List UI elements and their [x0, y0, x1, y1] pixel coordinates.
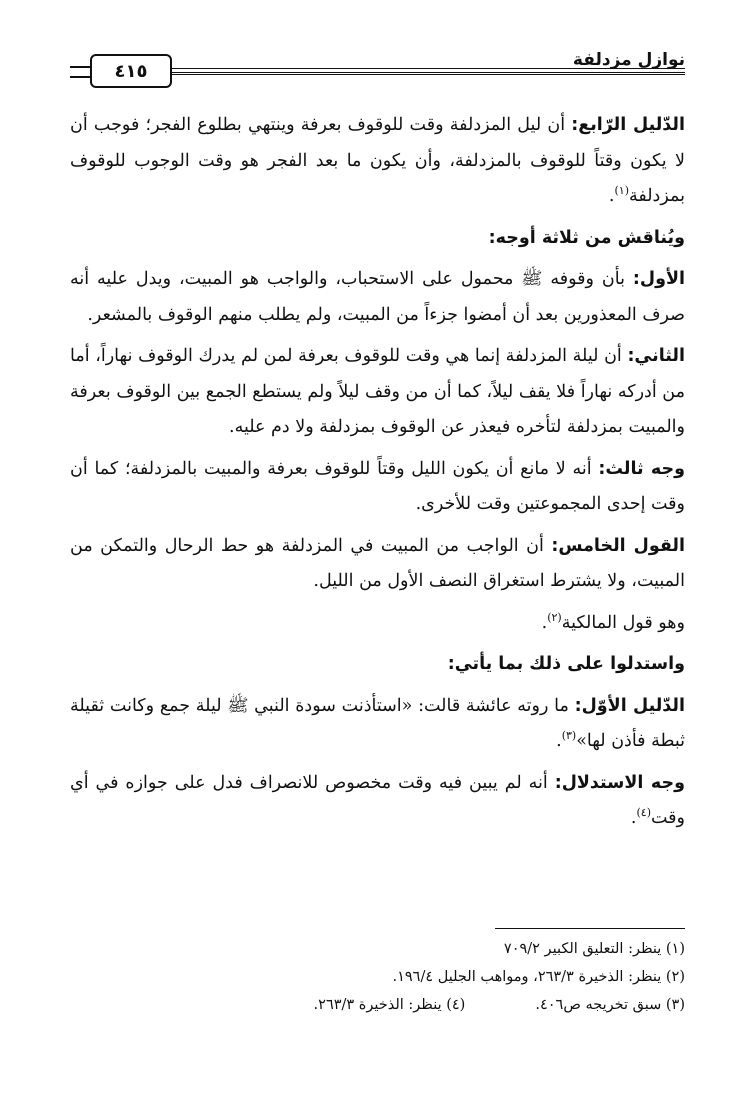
- term: وجه الاستدلال:: [554, 772, 686, 793]
- footnote-text: (١) ينظر: التعليق الكبير ٧٠٩/٢: [503, 941, 685, 957]
- heading-evidence: [70, 647, 685, 683]
- paragraph-inference: [70, 766, 685, 837]
- footnotes: [70, 935, 685, 1019]
- paragraph-maliki: [70, 606, 685, 642]
- term: الأول:: [632, 269, 685, 289]
- paragraph-text: بأن وقوفه ﷺ محمول على الاستحباب، والواجب هو المبيت، ويدل عليه أنه صرف المعذورين بعد أن أمضوا جزءاً من المبيت، ولم يطلب منهم الوقوف بالمشعر.: [70, 269, 685, 325]
- paragraph-second: [70, 339, 685, 446]
- page-header: [70, 48, 685, 88]
- period: .: [556, 731, 562, 751]
- paragraph-text: أنه لا مانع أن يكون الليل وقتاً للوقوف بعرفة والمبيت بالمزدلفة؛ كما أن وقت إحدى المجموعتين وقت للأخرى.: [70, 458, 685, 514]
- term: القول الخامس:: [551, 535, 685, 556]
- paragraph-evidence-4: [70, 108, 685, 215]
- header-ornament: [70, 66, 92, 78]
- footnote-2: [70, 963, 685, 991]
- header-double-rule: [172, 72, 685, 75]
- term: الدّليل الأوّل:: [574, 695, 685, 716]
- paragraph-fifth-opinion: [70, 529, 685, 600]
- footnote-text: (٤) ينظر: الذخيرة ٢٦٣/٣.: [313, 997, 466, 1013]
- footnote-text: (٢) ينظر: الذخيرة ٢٦٣/٣، ومواهب الجليل ١٩٦/٤.: [392, 969, 685, 985]
- term: الثاني:: [627, 346, 685, 366]
- paragraph-text: أن الواجب من المبيت في المزدلفة هو حط الرحال والتمكن من المبيت، ولا يشترط استغراق النصف الأول من الليل.: [70, 535, 685, 591]
- term: وجه ثالث:: [598, 458, 686, 479]
- footnote-ref: (٤): [636, 806, 651, 820]
- paragraph-text: وهو قول المالكية: [561, 612, 685, 633]
- period: .: [608, 186, 615, 206]
- header-rule: [172, 68, 685, 69]
- paragraph-text: أن ليلة المزدلفة إنما هي وقت للوقوف بعرفة لمن لم يدرك الوقوف نهاراً، أما من أدركه نهاراً فلا يقف ليلاً، كما أن من وقف ليلاً ولم يستطع الجمع بين الوقوف بعرفة والمبيت بمزدلفة لتأخره فيعذر عن الوقوف بمزدلفة ولا دم عليه.: [70, 346, 685, 437]
- term: الدّليل الرّابع:: [571, 115, 685, 135]
- footnote-3-4: [70, 991, 685, 1019]
- period: .: [630, 808, 637, 828]
- period: .: [541, 612, 548, 633]
- footnote-ref: (٣): [561, 729, 577, 743]
- page-number: ٤١٥: [90, 54, 172, 88]
- paragraph-third: [70, 452, 685, 523]
- footnote-ref: (٢): [547, 610, 562, 624]
- section-heading: واستدلوا على ذلك بما يأتي:: [447, 654, 685, 674]
- paragraph-text: ما روته عائشة قالت: «استأذنت سودة النبي ﷺ ليلة جمع وكانت ثقيلة ثبطة فأذن لها»: [70, 695, 685, 751]
- footnote-1: [70, 935, 685, 963]
- paragraph-evidence-1: [70, 689, 685, 760]
- footnote-ref: (١): [614, 184, 629, 198]
- paragraph-text: أنه لم يبين فيه وقت مخصوص للانصراف فدل على جوازه في أي وقت: [70, 772, 685, 828]
- section-heading: ويُناقش من ثلاثة أوجه:: [488, 227, 685, 248]
- paragraph-first: [70, 262, 685, 333]
- footnote-separator: [495, 928, 685, 929]
- paragraph-text: أن ليل المزدلفة وقت للوقوف بعرفة وينتهي بطلوع الفجر؛ فوجب أن لا يكون وقتاً للوقوف بالمزدلفة، وأن يكون ما بعد الفجر هو وقت الوجوب للوقوف بمزدلفة: [70, 115, 685, 206]
- body-text: [70, 108, 685, 843]
- running-title: نوازل مزدلفة: [572, 50, 685, 70]
- footnote-text: (٣) سبق تخريجه ص٤٠٦.: [535, 997, 685, 1013]
- heading-discussion: [70, 221, 685, 257]
